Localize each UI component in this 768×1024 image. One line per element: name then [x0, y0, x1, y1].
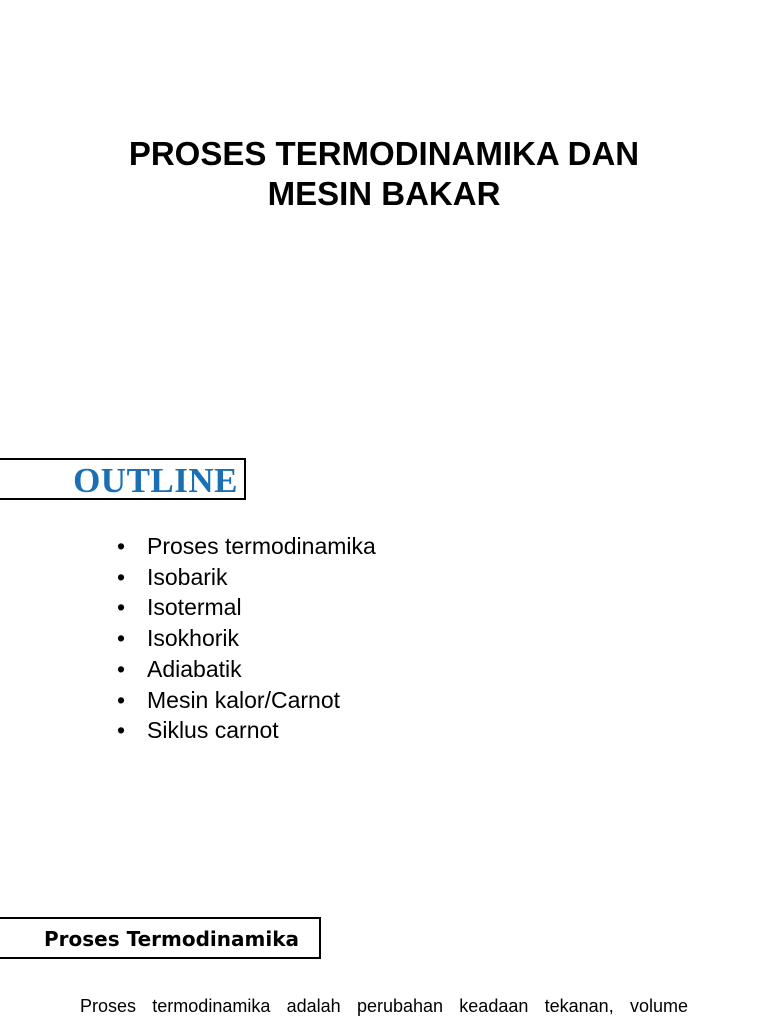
- bullet-icon: •: [117, 563, 126, 590]
- outline-heading-box: [0, 458, 246, 500]
- list-item-label: Isokhorik: [147, 625, 240, 652]
- bullet-icon: •: [117, 655, 126, 682]
- list-item-label: Isobarik: [147, 563, 228, 590]
- bullet-icon: •: [117, 533, 126, 559]
- bullet-icon: •: [117, 625, 126, 652]
- list-item: [117, 562, 376, 593]
- list-item: [117, 592, 376, 623]
- slide-title-line-1: PROSES TERMODINAMIKA DAN: [128, 135, 640, 172]
- list-item-label: Siklus carnot: [147, 717, 279, 744]
- list-item: [117, 715, 376, 746]
- list-item-label: Proses termodinamika: [147, 533, 376, 559]
- section-heading-box: [0, 917, 321, 959]
- outline-heading: OUTLINE: [73, 461, 238, 500]
- list-item-label: Isotermal: [147, 594, 242, 621]
- bullet-icon: •: [117, 594, 126, 621]
- outline-list: [117, 531, 376, 746]
- list-item: [117, 685, 376, 716]
- list-item-label: Mesin kalor/Carnot: [147, 686, 341, 713]
- list-item: [117, 531, 376, 562]
- list-item: [117, 623, 376, 654]
- bullet-icon: •: [117, 717, 126, 744]
- bullet-icon: •: [117, 686, 126, 713]
- list-item-label: Adiabatik: [147, 655, 242, 682]
- section-paragraph: Proses termodinamika adalah perubahan keadaan tekanan, volume: [80, 996, 688, 1016]
- slide-title: [0, 134, 768, 214]
- section-heading: Proses Termodinamika: [44, 927, 299, 951]
- list-item: [117, 654, 376, 685]
- slide-title-line-2: MESIN BAKAR: [267, 175, 501, 212]
